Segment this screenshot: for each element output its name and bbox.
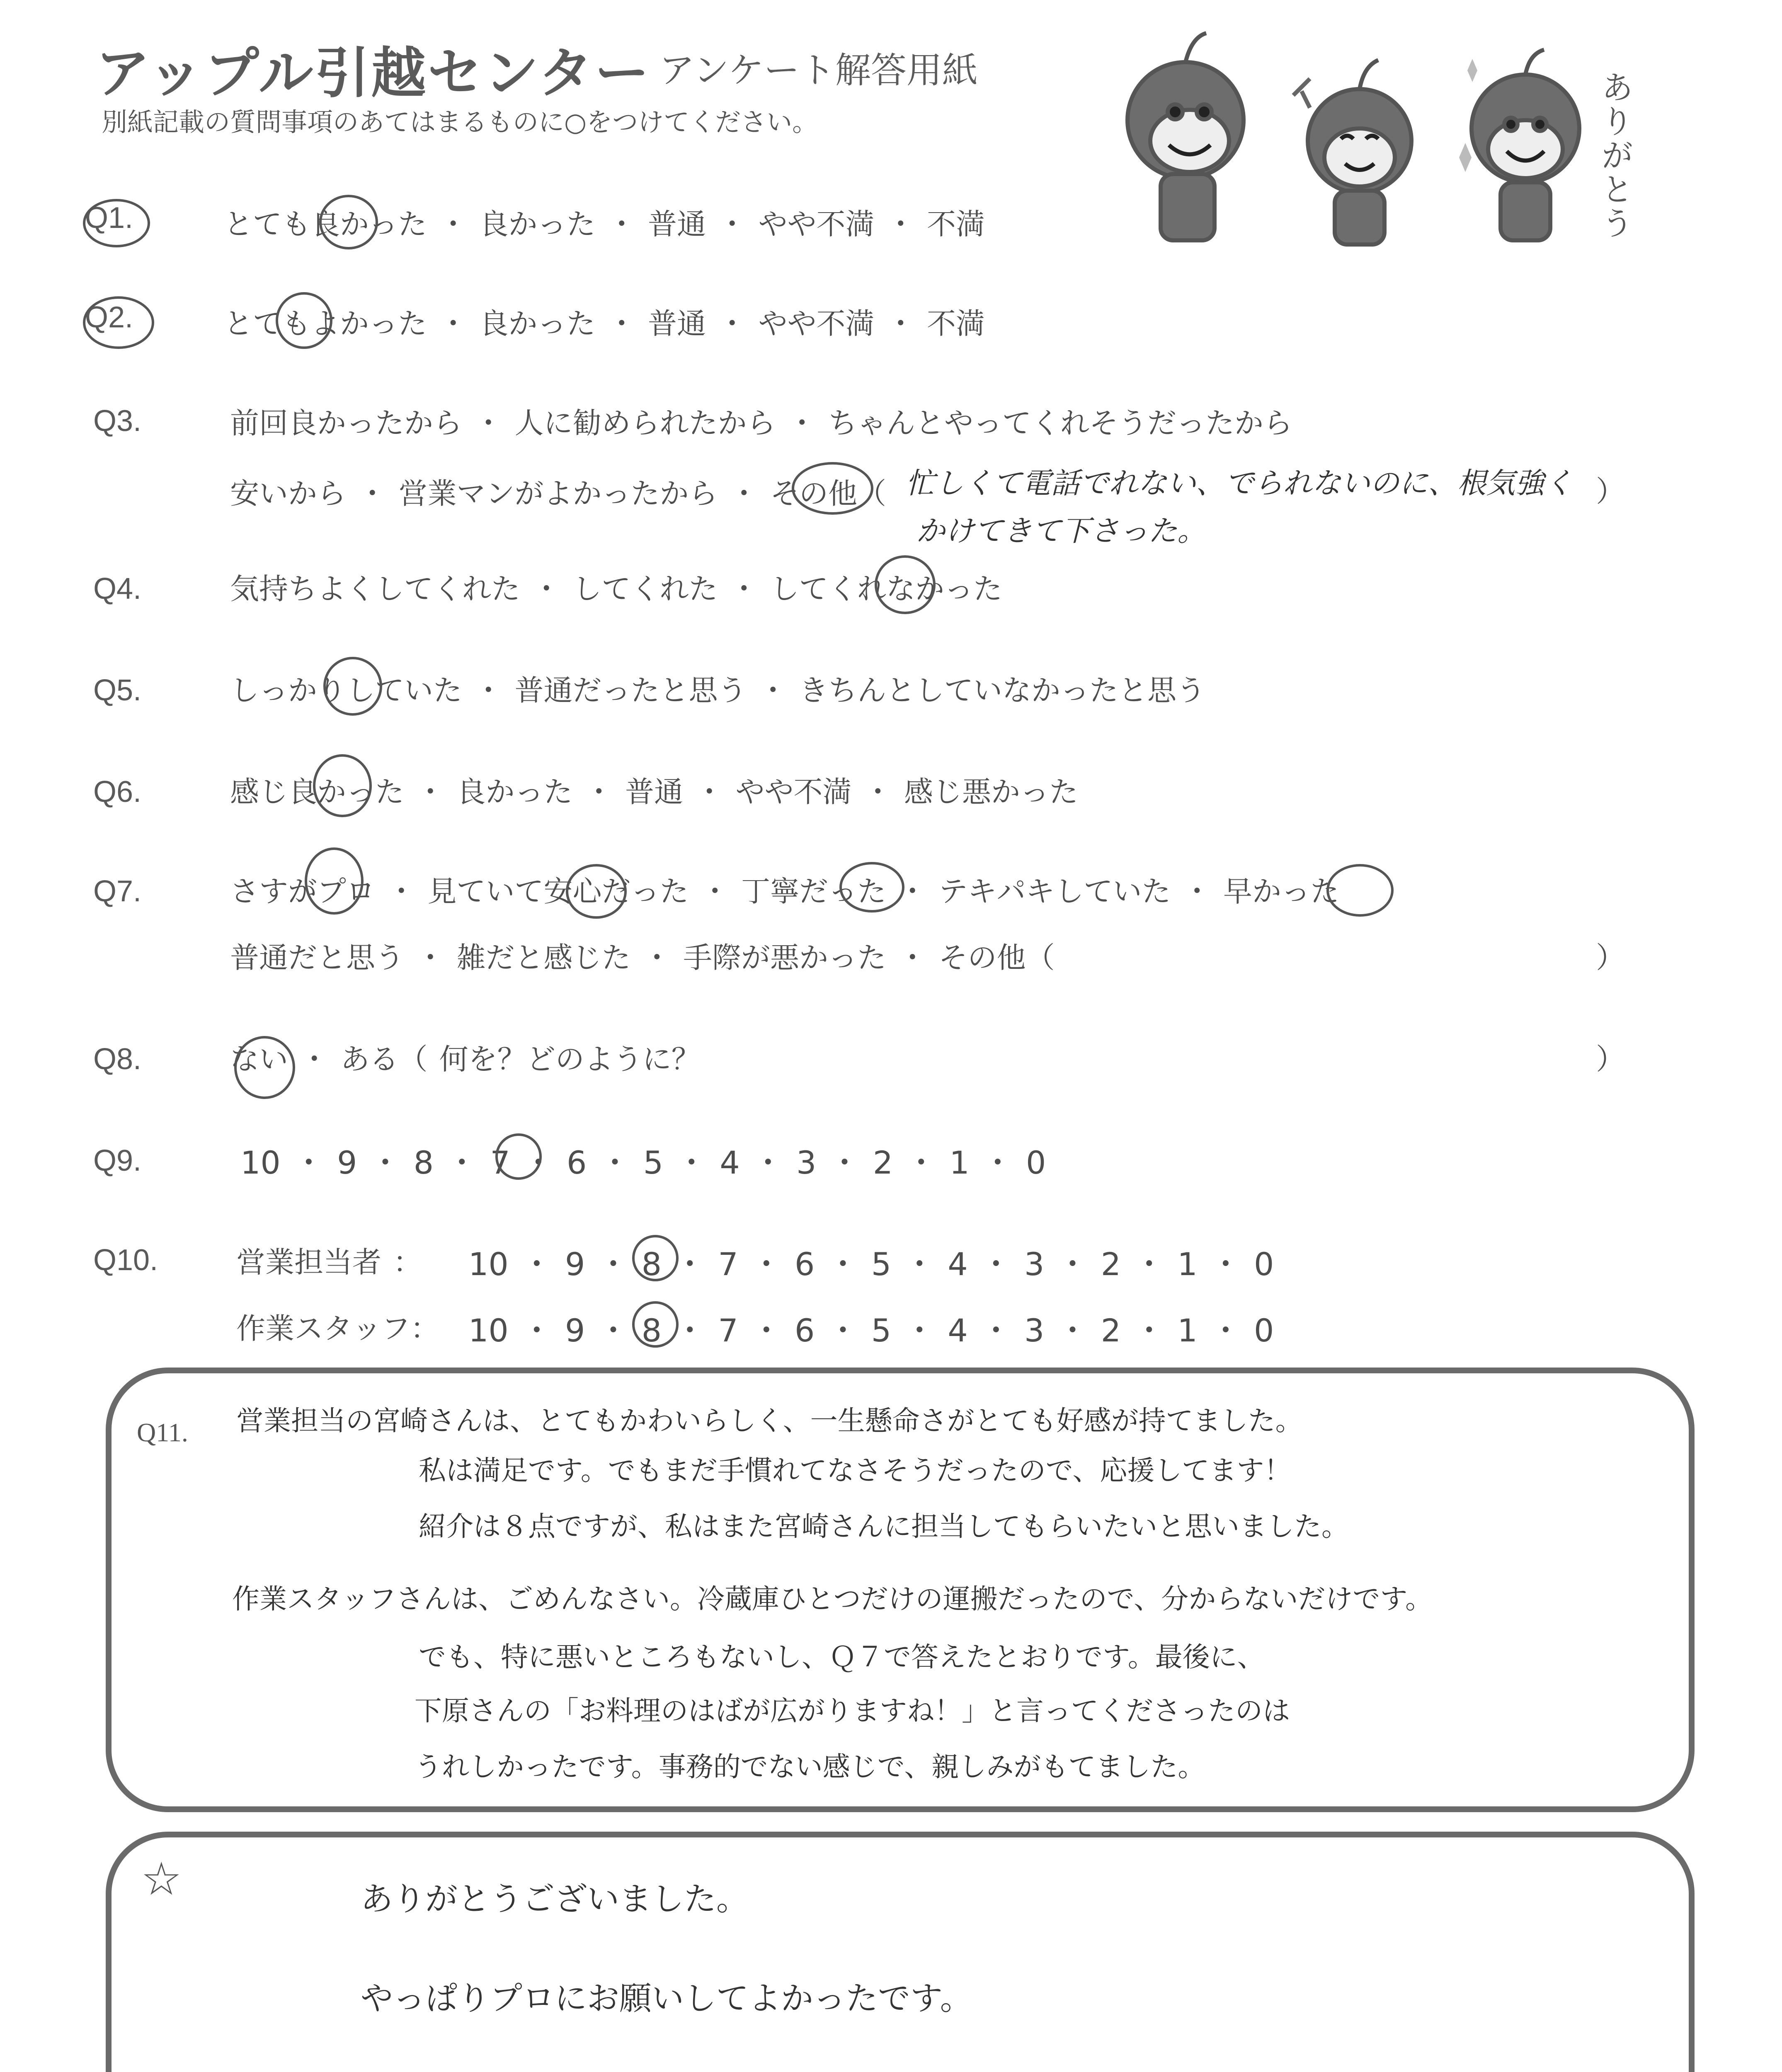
q10-staff-selected-circle [632, 1301, 679, 1348]
q10-label: Q10. [93, 1244, 158, 1277]
q10-staff-scale[interactable]: 10 ・ 9 ・ 8 ・ 7 ・ 6 ・ 5 ・ 4 ・ 3 ・ 2 ・ 1 ・ 0 [468, 1312, 1274, 1349]
q11-line-4: 作業スタッフさんは、ごめんなさい。冷蔵庫ひとつだけの運搬だったので、分からないだけです。 [232, 1583, 1433, 1615]
q11-line-6: 下原さんの「お料理のはばが広がりますね！」と言ってくださったのは [415, 1695, 1290, 1727]
q2-label: Q2. [85, 301, 133, 334]
q7-answer-circle-2 [566, 864, 627, 919]
q11-line-2: 私は満足です。でもまだ手慣れてなさそうだったので、応援してます！ [419, 1455, 1292, 1486]
q7-label: Q7. [93, 875, 142, 908]
q10-sales-selected-circle [632, 1235, 679, 1281]
q6-label: Q6. [93, 775, 142, 808]
q8-close-paren: ） [1596, 1042, 1625, 1076]
q10-sales-label: 営業担当者 ： [236, 1245, 422, 1279]
q7-options-line1[interactable]: さすがプロ ・ 見ていて安心だった ・ 丁寧だった ・ テキパキしていた ・ 早かった [230, 874, 1340, 908]
q5-answer-circle [323, 657, 382, 716]
q7-answer-circle-4 [1326, 864, 1394, 917]
q11-line-1: 営業担当の宮崎さんは、とてもかわいらしく、一生懸命さがとても好感が持てました。 [236, 1405, 1303, 1437]
q3-answer-circle [792, 462, 873, 515]
q3-other-answer-line2: かけてきて下さった。 [916, 514, 1206, 548]
q1-label: Q1. [85, 201, 133, 235]
q7-answer-circle-1 [305, 847, 364, 915]
q4-label: Q4. [93, 572, 142, 605]
q9-label: Q9. [93, 1144, 142, 1177]
q11-line-7: うれしかったです。事務的でない感じで、親しみがもてました。 [415, 1751, 1205, 1783]
q8-options[interactable]: ない ・ ある（ 何を？どのように？ [230, 1042, 701, 1076]
mascot-monkey-1-icon [1127, 33, 1244, 240]
q10-sales-scale[interactable]: 10 ・ 9 ・ 8 ・ 7 ・ 6 ・ 5 ・ 4 ・ 3 ・ 2 ・ 1 ・ 0 [468, 1246, 1274, 1283]
q7-answer-circle-3 [839, 862, 904, 913]
q1-label-circle [83, 199, 150, 247]
q4-answer-circle [875, 555, 936, 614]
q2-options[interactable]: とてもよかった ・ 良かった ・ 普通 ・ やや不満 ・ 不満 [224, 307, 985, 341]
mascot-monkey-2-icon [1293, 60, 1411, 244]
q3-options-line1[interactable]: 前回良かったから ・ 人に勧められたから ・ ちゃんとやってくれそうだったから [230, 406, 1293, 440]
q1-answer-circle [319, 195, 378, 249]
survey-title: アップル引越センター [95, 41, 651, 105]
star-icon: ☆ [141, 1852, 182, 1905]
q3-close-paren: ） [1596, 474, 1625, 508]
q6-options[interactable]: 感じ良かった ・ 良かった ・ 普通 ・ やや不満 ・ 感じ悪かった [230, 775, 1079, 809]
q11-label: Q11. [137, 1418, 188, 1447]
q2-label-circle [83, 296, 154, 349]
mascot-illustration [1103, 21, 1683, 253]
q4-options[interactable]: 気持ちよくしてくれた ・ してくれた ・ してくれなかった [230, 572, 1003, 606]
q11-line-5: でも、特に悪いところもないし、Ｑ７で答えたとおりです。最後に、 [419, 1641, 1265, 1673]
free-comment-line-1: ありがとうございました。 [361, 1881, 749, 1918]
q10-staff-label: 作業スタッフ： [236, 1312, 439, 1346]
free-comment-box [106, 1832, 1695, 2072]
q5-options[interactable]: しっかりしていた ・ 普通だったと思う ・ きちんとしていなかったと思う [230, 673, 1206, 707]
q8-label: Q8. [93, 1043, 142, 1076]
q9-selected-circle [495, 1133, 542, 1180]
survey-subtitle: アンケート解答用紙 [659, 50, 978, 91]
q3-options-line2[interactable]: 安いから ・ 営業マンがよかったから ・ その他（ [230, 477, 887, 511]
q5-label: Q5. [93, 674, 142, 707]
q3-label: Q3. [93, 404, 142, 438]
q7-close-paren: ） [1596, 941, 1625, 975]
q11-line-3: 紹介は８点ですが、私はまた宮崎さんに担当してもらいたいと思いました。 [419, 1510, 1349, 1542]
free-comment-line-2: やっぱりプロにお願いしてよかったです。 [361, 1980, 972, 2017]
mascot-thanks-text: ありがとう [1596, 70, 1633, 240]
instructions-text: 別紙記載の質問事項のあてはまるものに○をつけてください。 [102, 107, 818, 137]
mascot-monkey-3-icon [1459, 50, 1579, 240]
q1-options[interactable]: とても良かった ・ 良かった ・ 普通 ・ やや不満 ・ 不満 [224, 207, 985, 241]
q3-other-answer-line1: 忙しくて電話でれない、でられないのに、根気強く [906, 466, 1573, 500]
q9-scale[interactable]: 10 ・ 9 ・ 8 ・ 7 ・ 6 ・ 5 ・ 4 ・ 3 ・ 2 ・ 1 ・ 0 [240, 1144, 1046, 1181]
q6-answer-circle [313, 754, 372, 817]
q8-answer-circle [234, 1036, 295, 1099]
q2-answer-circle [276, 292, 332, 349]
q7-options-line2[interactable]: 普通だと思う ・ 雑だと感じた ・ 手際が悪かった ・ その他（ [230, 941, 1055, 975]
